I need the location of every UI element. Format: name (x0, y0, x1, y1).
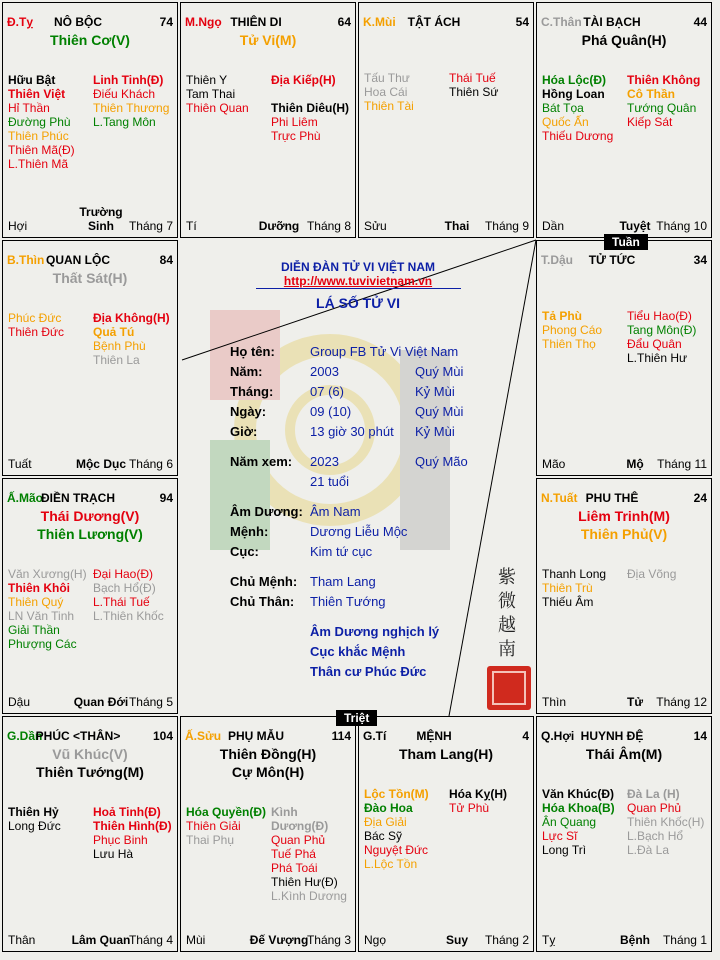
palace-month: Tháng 10 (656, 219, 707, 233)
palace-number: 64 (337, 15, 351, 29)
minor-star[interactable]: Hoả Tinh(Đ) (93, 805, 161, 819)
palace-stem: Ấ.Mão (7, 491, 43, 505)
minor-star[interactable]: Tướng Quân (627, 101, 697, 115)
minor-stars-left (542, 787, 615, 857)
minor-star[interactable]: Đại Hao(Đ) (93, 567, 154, 581)
palace-branch: Hợi (8, 219, 28, 233)
minor-stars-left (542, 309, 602, 351)
palace-tai-bach[interactable] (536, 2, 712, 238)
palace-footer (542, 933, 707, 947)
info-label: Giờ: (230, 424, 258, 439)
minor-star[interactable]: Địa Không(H) (93, 311, 170, 325)
main-star[interactable]: Thiên Phủ(V) (580, 526, 668, 542)
minor-star[interactable]: Thiên Diêu(H) (271, 101, 349, 115)
minor-star[interactable]: Nguyệt Đức (364, 843, 429, 857)
life-stage: Quan Đới (73, 695, 129, 709)
minor-star[interactable]: Thiên Tài (364, 99, 414, 113)
seal-char: 微 (498, 591, 516, 612)
palace-month: Tháng 11 (657, 457, 707, 471)
main-stars (359, 745, 533, 763)
minor-stars-right (93, 311, 170, 367)
minor-star[interactable]: Tử Phù (449, 801, 490, 815)
palace-stem: G.Dần (7, 729, 43, 743)
info-label: Mệnh: (230, 524, 269, 539)
minor-star[interactable]: Đà La (H) (627, 787, 680, 801)
palace-month: Tháng 1 (662, 933, 707, 947)
minor-star[interactable]: Thiếu Dương (542, 129, 614, 143)
life-stage: Dưỡng (258, 219, 300, 233)
info-label: Ngày: (230, 404, 267, 419)
info-label: Chủ Thân: (230, 594, 295, 609)
minor-star[interactable] (271, 87, 349, 101)
minor-star[interactable]: Đường Phù (8, 115, 71, 129)
palace-footer (8, 205, 173, 233)
palace-name: QUAN LỘC (46, 253, 110, 267)
palace-branch: Ngọ (364, 933, 387, 947)
minor-stars-right (449, 71, 498, 99)
life-stage: Tuyệt (619, 219, 651, 233)
minor-star[interactable]: Tuế Phá (271, 847, 316, 861)
minor-star[interactable]: L.Kình Dương (271, 889, 347, 903)
palace-name: PHÚC <THÂN> (35, 729, 121, 743)
red-seal-icon (487, 666, 531, 710)
minor-star[interactable]: Cô Thần (627, 87, 675, 101)
main-stars (3, 31, 177, 49)
info-value: Thiên Tướng (310, 594, 386, 609)
palace-header (7, 729, 173, 745)
palace-stem: T.Dậu (541, 253, 574, 267)
main-stars (537, 745, 711, 763)
minor-star[interactable]: Thanh Long (542, 567, 607, 581)
palace-footer (8, 933, 173, 947)
main-star[interactable]: Phá Quân(H) (581, 32, 667, 48)
forum-header (180, 260, 536, 311)
minor-star[interactable]: Bác Sỹ (364, 829, 403, 843)
palace-stem: K.Mùi (363, 15, 396, 29)
palace-footer (8, 457, 173, 471)
header-divider (256, 288, 461, 289)
minor-star[interactable]: Văn Xương(H) (8, 567, 87, 581)
minor-star[interactable]: Hoa Cái (364, 85, 408, 99)
minor-star[interactable]: Phá Toái (271, 861, 318, 875)
palace-header (7, 491, 173, 507)
palace-stem: G.Tí (363, 729, 387, 743)
minor-star[interactable]: Tam Thai (186, 87, 236, 101)
minor-star[interactable]: Linh Tinh(Đ) (93, 73, 164, 87)
minor-star[interactable]: Hóa Lộc(Đ) (542, 73, 606, 87)
palace-name: MỆNH (416, 729, 452, 743)
minor-star[interactable]: Tang Môn(Đ) (627, 323, 697, 337)
palace-month: Tháng 3 (306, 933, 351, 947)
life-stage: Mộ (626, 457, 644, 471)
main-star[interactable]: Vũ Khúc(V) (52, 746, 128, 762)
minor-star[interactable]: Bạch Hổ(Đ) (93, 581, 156, 595)
main-star[interactable]: Thái Dương(V) (40, 508, 140, 524)
minor-star[interactable]: Địa Kiếp(H) (271, 73, 336, 87)
minor-star[interactable]: Địa Võng (627, 567, 677, 581)
life-stage: Trường Sinh (79, 205, 123, 233)
minor-star[interactable]: Long Đức (8, 819, 61, 833)
palace-name: ĐIỀN TRẠCH (41, 491, 115, 505)
palace-month: Tháng 9 (484, 219, 529, 233)
minor-star[interactable]: Thiên Khôi (8, 581, 70, 595)
seal-char: 越 (498, 615, 516, 636)
minor-star[interactable]: Thiên Hình(Đ) (93, 819, 172, 833)
main-stars (537, 507, 711, 543)
palace-stem: Q.Hợi (541, 729, 575, 743)
info-value: Kim tứ cục (310, 544, 373, 559)
palace-footer (186, 219, 351, 233)
minor-star[interactable]: Phi Liêm (271, 115, 318, 129)
minor-star[interactable]: Thiên Không (627, 73, 701, 87)
palace-footer (542, 695, 707, 709)
minor-star[interactable]: L.Thiên Khốc (93, 609, 164, 623)
forum-url-link[interactable]: http://www.tuvivietnam.vn (283, 274, 433, 288)
info-value: 07 (6) (310, 384, 344, 399)
palace-header (363, 729, 529, 745)
minor-star[interactable]: L.Thiên Mã (8, 157, 69, 171)
palace-number: 94 (159, 491, 173, 505)
minor-stars-right (93, 73, 169, 129)
palace-name: TÀI BẠCH (583, 15, 641, 29)
minor-stars-right (93, 805, 172, 861)
info-label: Năm xem: (230, 454, 293, 469)
palace-name: NÔ BỘC (54, 15, 102, 29)
info-value: 2003 (310, 364, 339, 379)
palace-branch: Tỵ (542, 933, 556, 947)
palace-month: Tháng 12 (656, 695, 707, 709)
life-stage: Bệnh (620, 933, 650, 947)
triet-tag: Triệt (336, 710, 377, 726)
palace-header (541, 253, 707, 269)
palace-number: 4 (522, 729, 529, 743)
minor-stars-left (364, 71, 414, 113)
minor-stars-right (449, 787, 507, 815)
info-value: Group FB Tử Vi Việt Nam (310, 344, 459, 359)
minor-star[interactable]: Giải Thần (8, 623, 60, 637)
palace-month: Tháng 8 (306, 219, 351, 233)
minor-star[interactable]: Kình Dương(Đ) (271, 805, 329, 833)
palace-stem: Ấ.Sửu (185, 729, 222, 743)
minor-star[interactable]: Thiên Y (186, 73, 228, 87)
palace-menh[interactable] (358, 716, 534, 952)
life-stage: Thai (444, 219, 470, 233)
life-stage: Đế Vượng (249, 933, 309, 947)
palace-branch: Dần (542, 219, 565, 233)
palace-footer (542, 219, 707, 233)
palace-footer (364, 219, 529, 233)
palace-month: Tháng 2 (484, 933, 529, 947)
palace-header (7, 15, 173, 31)
palace-header (541, 729, 707, 745)
minor-stars-right (627, 567, 676, 581)
main-stars (181, 31, 355, 49)
minor-star[interactable]: L.Bạch Hổ (627, 829, 684, 843)
minor-star[interactable]: L.Đà La (627, 843, 670, 857)
minor-star[interactable]: Hỉ Thần (8, 101, 50, 115)
info-note: Cục khắc Mệnh (310, 644, 406, 659)
palace-phu-the[interactable] (536, 478, 712, 714)
palace-header (363, 15, 529, 31)
minor-star[interactable]: Hữu Bật (8, 73, 56, 87)
minor-stars-right (627, 73, 700, 129)
info-extra: Quý Mùi (415, 404, 464, 419)
info-extra: Kỷ Mùi (415, 424, 455, 439)
minor-star[interactable]: Thiên La (93, 353, 140, 367)
palace-phuc-duc[interactable] (2, 716, 178, 952)
palace-dien-trach[interactable] (2, 478, 178, 714)
palace-no-boc[interactable] (2, 2, 178, 238)
palace-header (185, 15, 351, 31)
main-stars (3, 507, 177, 543)
life-stage: Suy (445, 933, 468, 947)
minor-star[interactable]: Thiên Khốc(H) (627, 815, 705, 829)
palace-thien-di[interactable] (180, 2, 356, 238)
life-stage: Lâm Quan (71, 933, 131, 947)
tuan-tag: Tuần (604, 234, 648, 250)
palace-name: PHỤ MẪU (228, 729, 284, 743)
palace-number: 44 (693, 15, 707, 29)
chart-title: LÁ SỐ TỬ VI (316, 295, 400, 311)
palace-month: Tháng 4 (128, 933, 173, 947)
minor-star[interactable]: Thái Tuế (449, 71, 496, 85)
minor-star[interactable]: Thiên Sứ (449, 85, 499, 99)
minor-stars-left (8, 73, 75, 171)
minor-star[interactable]: Phúc Đức (8, 311, 62, 325)
main-star[interactable]: Cự Môn(H) (231, 764, 305, 780)
info-note: Thân cư Phúc Đức (310, 664, 427, 679)
minor-star[interactable]: Địa Giải (364, 815, 407, 829)
palace-header (541, 15, 707, 31)
palace-quan-loc[interactable] (2, 240, 178, 476)
palace-phu-mau[interactable] (180, 716, 356, 952)
palace-number: 24 (693, 491, 707, 505)
palace-number: 54 (515, 15, 529, 29)
palace-month: Tháng 7 (128, 219, 173, 233)
palace-stem: C.Thân (541, 15, 582, 29)
info-value: 13 giờ 30 phút (310, 424, 394, 439)
minor-star[interactable]: Thiên Mã(Đ) (8, 143, 75, 157)
minor-star[interactable]: Thiếu Âm (542, 595, 594, 609)
palace-footer (364, 933, 529, 947)
minor-star[interactable]: Quan Phủ (627, 801, 682, 815)
minor-star[interactable]: Thiên Đức (8, 325, 65, 339)
minor-star[interactable]: LN Văn Tinh (8, 609, 75, 623)
palace-branch: Mùi (186, 933, 206, 947)
palace-stem: Đ.Tỵ (7, 15, 34, 29)
main-stars (3, 269, 177, 287)
minor-star[interactable]: Tả Phù (542, 309, 583, 323)
seal-vertical-text (498, 566, 522, 662)
info-label: Năm: (230, 364, 263, 379)
minor-star[interactable]: L.Thiên Hư (627, 351, 688, 365)
minor-star[interactable]: Thiên Quan (186, 101, 249, 115)
minor-star[interactable]: Văn Khúc(Đ) (542, 787, 614, 801)
minor-star[interactable]: Bệnh Phù (93, 339, 146, 353)
palace-branch: Tuất (8, 457, 32, 471)
info-extra: Quý Mão (415, 454, 468, 469)
info-label: Âm Dương: (230, 504, 303, 519)
minor-star[interactable]: Thiên Thọ (542, 337, 596, 351)
palace-name: TỬ TỨC (588, 253, 636, 267)
main-stars (181, 745, 355, 781)
minor-star[interactable]: Đẩu Quân (627, 337, 682, 351)
palace-number: 104 (152, 729, 173, 743)
minor-stars-left (186, 73, 249, 115)
palace-header (185, 729, 351, 745)
main-star[interactable]: Thiên Đồng(H) (219, 746, 317, 762)
info-value: 09 (10) (310, 404, 352, 419)
main-star[interactable]: Thiên Cơ(V) (50, 32, 130, 48)
palace-number: 114 (331, 729, 351, 743)
info-value: 21 tuổi (310, 474, 350, 489)
minor-star[interactable]: Thiên Hỷ (8, 805, 59, 819)
minor-star[interactable]: Kiếp Sát (627, 115, 673, 129)
minor-star[interactable]: Lộc Tồn(M) (364, 787, 429, 801)
palace-tat-ach[interactable] (358, 2, 534, 238)
main-star[interactable]: Tham Lang(H) (398, 746, 494, 762)
main-star[interactable]: Thất Sát(H) (52, 270, 128, 286)
palace-stem: N.Tuất (541, 491, 578, 505)
minor-star[interactable]: Hóa Quyền(Đ) (186, 805, 267, 819)
palace-name: THIÊN DI (230, 15, 282, 29)
seal-char: 紫 (498, 567, 516, 588)
minor-stars-right (271, 73, 349, 143)
minor-stars-right (93, 567, 164, 623)
palace-header (541, 491, 707, 507)
minor-stars-left (8, 567, 87, 651)
minor-star[interactable]: Phục Binh (93, 833, 148, 847)
minor-star[interactable]: Điếu Khách (93, 87, 156, 101)
minor-star[interactable]: Thiên Quý (8, 595, 64, 609)
palace-tu-tuc[interactable] (536, 240, 712, 476)
info-label: Tháng: (230, 384, 274, 399)
palace-stem: B.Thìn (7, 253, 45, 267)
palace-number: 34 (693, 253, 707, 267)
info-label: Chủ Mệnh: (230, 574, 298, 589)
main-stars (537, 31, 711, 49)
minor-star[interactable]: Tấu Thư (364, 71, 410, 85)
palace-name: HUYNH ĐỆ (580, 729, 644, 743)
minor-star[interactable]: Đào Hoa (364, 801, 413, 815)
palace-month: Tháng 5 (128, 695, 173, 709)
palace-header (7, 253, 173, 269)
info-label: Cục: (230, 544, 259, 559)
minor-star[interactable]: Trực Phù (271, 129, 321, 143)
minor-star[interactable]: Hóa Khoa(B) (542, 801, 615, 815)
info-extra: Kỷ Mùi (415, 384, 455, 399)
palace-branch: Dậu (8, 695, 31, 709)
palace-number: 74 (159, 15, 173, 29)
minor-star[interactable]: Thai Phụ (186, 833, 235, 847)
palace-footer (8, 695, 173, 709)
info-label: Họ tên: (230, 344, 275, 359)
palace-branch: Thân (8, 933, 36, 947)
minor-star[interactable]: Thiên Phúc (8, 129, 69, 143)
minor-star[interactable]: Phong Cáo (542, 323, 603, 337)
main-star[interactable]: Liêm Trinh(M) (578, 508, 670, 524)
minor-star[interactable]: L.Thái Tuế (93, 595, 150, 609)
minor-star[interactable]: Ân Quang (542, 815, 597, 829)
minor-star[interactable]: Tiểu Hao(Đ) (627, 309, 692, 323)
palace-footer (542, 457, 707, 471)
minor-stars-right (627, 787, 704, 857)
minor-star[interactable]: L.Lộc Tồn (364, 857, 418, 871)
main-stars (3, 745, 177, 781)
palace-branch: Sửu (364, 219, 387, 233)
minor-stars-left (186, 805, 266, 847)
minor-star[interactable]: Long Trì (542, 843, 587, 857)
forum-name: DIỄN ĐÀN TỬ VI VIỆT NAM (281, 260, 435, 274)
info-value: 2023 (310, 454, 339, 469)
main-star[interactable]: Thiên Lương(V) (37, 526, 143, 542)
life-stage: Tử (626, 695, 644, 709)
info-note: Âm Dương nghịch lý (310, 624, 440, 639)
info-value: Tham Lang (310, 574, 376, 589)
main-star[interactable]: Thiên Tướng(M) (36, 764, 144, 780)
minor-star[interactable]: Lực Sĩ (542, 829, 578, 843)
minor-star[interactable]: Quốc Ấn (542, 115, 589, 129)
palace-stem: M.Ngọ (185, 15, 222, 29)
minor-stars-right (627, 309, 696, 365)
palace-branch: Mão (542, 457, 566, 471)
main-star[interactable]: Tử Vi(M) (239, 32, 297, 48)
minor-star[interactable]: L.Tang Môn (93, 115, 156, 129)
minor-star[interactable]: Lưu Hà (93, 847, 134, 861)
minor-star[interactable]: Phượng Các (8, 637, 77, 651)
palace-branch: Tí (186, 219, 197, 233)
palace-name: TẬT ÁCH (407, 15, 461, 29)
palace-number: 14 (693, 729, 707, 743)
info-value: Dương Liễu Mộc (310, 524, 408, 539)
main-star[interactable]: Thái Âm(M) (585, 746, 663, 762)
palace-month: Tháng 6 (128, 457, 173, 471)
palace-huynh-de[interactable] (536, 716, 712, 952)
info-value: Âm Nam (310, 504, 361, 519)
minor-star[interactable]: Thiên Trù (542, 581, 593, 595)
palace-footer (186, 933, 351, 947)
palace-number: 84 (159, 253, 173, 267)
minor-star[interactable]: Bát Tọa (542, 101, 584, 115)
minor-star[interactable]: Hóa Kỵ(H) (449, 787, 508, 801)
minor-stars-right (271, 805, 355, 903)
minor-stars-left (8, 311, 64, 339)
minor-star[interactable]: Thiên Giải (186, 819, 241, 833)
minor-stars-left (542, 73, 613, 143)
minor-stars-left (542, 567, 606, 609)
minor-star[interactable]: Thiên Việt (8, 87, 66, 101)
minor-stars-left (8, 805, 61, 833)
minor-star[interactable]: Quan Phủ (271, 833, 326, 847)
seal-char: 南 (498, 639, 516, 660)
minor-star[interactable]: Hồng Loan (542, 87, 605, 101)
palace-name: PHU THÊ (585, 491, 639, 505)
minor-stars-left (364, 787, 429, 871)
life-stage: Mộc Dục (75, 457, 126, 471)
info-extra: Quý Mùi (415, 364, 464, 379)
minor-star[interactable]: Thiên Hư(Đ) (271, 875, 338, 889)
minor-star[interactable]: Quả Tú (93, 325, 135, 339)
palace-branch: Thìn (542, 695, 567, 709)
minor-star[interactable]: Thiên Thương (93, 101, 170, 115)
